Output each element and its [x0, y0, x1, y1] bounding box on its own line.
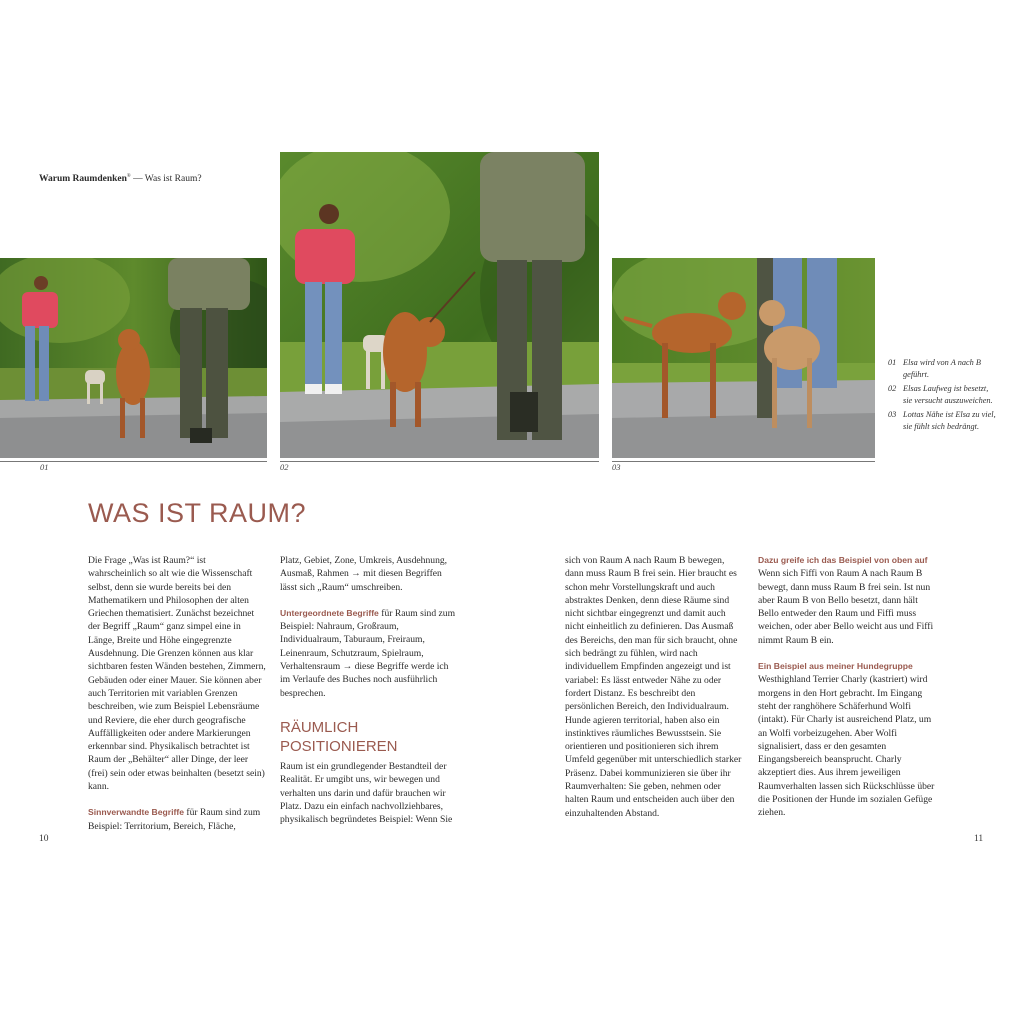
paragraph: Untergeordnete Begriffe für Raum sind zum Beispiel: Nahraum, Großraum, Individualraum, Taburaum, Freiraum, Leinenraum, Schutzraum, Spielraum, Verhaltensraum → diese Begriffe werde ich im Verlaufe des Buches noch ausführlich besprechen. — [280, 607, 456, 699]
photo-03-rule — [612, 461, 875, 462]
caption-03 — [888, 409, 998, 432]
keyword-heading: Dazu greife ich das Beispiel von oben auf — [758, 555, 928, 565]
photo-01-number: 01 — [40, 462, 49, 472]
photo-02 — [280, 152, 599, 458]
keyword-heading: Sinnverwandte Begriffe — [88, 807, 184, 818]
text-column-3 — [565, 554, 745, 820]
photo-03-number: 03 — [612, 462, 621, 472]
paragraph: sich von Raum A nach Raum B bewegen, dann muss Raum B frei sein. Hier braucht es schon mehr Vorstellungskraft und auch abstraktes Denken, denn diese Räume sind nicht sichtbar eingegrenzt und damit auch nicht einheitlich zu definieren. Das Ausmaß des Bereichs, den man für sich braucht, ohne sich bedrängt zu fühlen, wird nach individuellem Empfinden angezeigt und ist variabel: Es lässt entweder Nähe zu oder fordert Distanz. Es beschreibt den persönlichen Bereich, den Individualraum. — [565, 555, 738, 713]
header-dash: — — [133, 174, 143, 185]
caption-number: 01 — [888, 358, 897, 367]
registered-mark: ® — [126, 174, 131, 179]
caption-number: 02 — [888, 384, 897, 394]
running-header — [39, 174, 202, 184]
paragraph: Platz, Gebiet, Zone, Umkreis, Ausdehnung, Ausmaß, Rahmen → mit diesen Begriffen lässt sich „Raum“ umschreiben. — [280, 555, 448, 593]
caption-01 — [888, 357, 998, 380]
caption-text: Elsas Laufweg ist besetzt, sie versucht auszuweichen. — [903, 384, 993, 405]
photo-02-rule — [280, 461, 599, 462]
photo-captions — [888, 357, 998, 436]
caption-number: 03 — [888, 410, 897, 420]
paragraph: Ein Beispiel aus meiner Hundegruppe Westhighland Terrier Charly (kastriert) wird morgens in den Hort gebracht. Im Eingang steht der ranghöhere Schäferhund Wolfi (intakt). Für Charly ist ausreichend Platz, um an Wolfi vorbeizugehen. Aber Wolfi signalisiert, dass er den gesamten Eingangsbereich beansprucht. Charly akzeptiert dies. Aus ihrem jeweiligen Raumverhalten lassen sich Rückschlüsse über die Positionen der Hunde im sozialen Gefüge ziehen. — [758, 661, 935, 819]
page-number-right: 11 — [974, 834, 984, 844]
caption-text: Elsa wird von A nach B geführt. — [903, 358, 981, 379]
text-column-4 — [758, 554, 938, 820]
photo-02-number: 02 — [280, 462, 289, 472]
keyword-heading: Untergeordnete Begriffe — [280, 607, 379, 618]
caption-text: Lottas Nähe ist Elsa zu viel, sie fühlt sich bedrängt. — [903, 410, 996, 431]
paragraph: Raum ist ein grundlegender Bestandteil der Realität. Er umgibt uns, wir bewegen und verhalten uns darin und dafür brauchen wir Platz. Dazu ein einfach nachvollziehbares, physikalisch begründetes Beispiel: Wenn Sie — [280, 760, 453, 826]
page-number-left: 10 — [39, 834, 49, 844]
paragraph: Hunde agieren territorial, haben also ein instinktives räumliches Bewusstsein. Sie orientieren und positionieren sich ihrem Umfeld gegenüber mit unterschiedlich starker Präsenz. Dabei kommunizieren sie über ihr Raumverhalten: Sie geben, nehmen oder halten Raum und entscheiden auch über den einzuhaltenden Abstand. — [565, 714, 742, 819]
paragraph: Sinnverwandte Begriffe für Raum sind zum Beispiel: Territorium, Bereich, Fläche, — [88, 807, 261, 832]
photo-01 — [0, 258, 267, 458]
photo-03 — [612, 258, 875, 458]
text-column-1 — [88, 554, 266, 833]
book-title: Warum Raumdenken — [39, 174, 127, 185]
paragraph: Die Frage „Was ist Raum?“ ist wahrscheinlich so alt wie die Wissenschaft selbst, denn sie wurde bereits bei den Mathematikern und Philosophen der alten Griechen thematisiert. Zunächst bezeichnet der Begriff „Raum“ ganz simpel eine in Länge, Breite und Höhe eingegrenzte Ausdehnung. Die Grenzen können aus klar sichtbaren festen Wänden bestehen, Zimmern, Gebäuden oder einer Mauer. Sie können aber auch Territorien mit variablen Grenzen beschreiben, wie zum Beispiel Lebensräume und Reviere, die eher durch geografische Auffälligkeiten oder andere Markierungen erkennbar sind. Physikalisch betrachtet ist Raum der „Behälter“ aller Dinge, der leer (frei) sein oder etwas beinhalten (besetzt sein) kann. — [88, 555, 266, 793]
paragraph: Dazu greife ich das Beispiel von oben auf Wenn sich Fiffi von Raum A nach Raum B bewegt, dann muss Raum B frei sein. Ist nun aber Raum B von Bello besetzt, dann hält Bello entweder den Raum und Fiffi muss weichen, oder aber Bello weicht aus und Fiffi nimmt Raum B ein. — [758, 555, 934, 646]
chapter-title: Was ist Raum? — [144, 174, 202, 185]
subheading: RÄUMLICH POSITIONIEREN — [280, 718, 398, 755]
section-title: WAS IST RAUM? — [88, 498, 307, 528]
caption-02 — [888, 383, 998, 406]
text-column-2 — [280, 554, 460, 826]
keyword-heading: Ein Beispiel aus meiner Hundegruppe — [758, 661, 913, 672]
